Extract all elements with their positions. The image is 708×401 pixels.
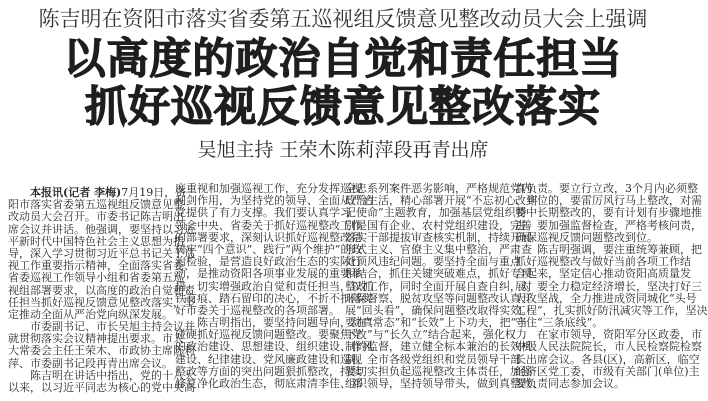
article-line: 陈吉明在讲话中指出，党的十八大 [8, 368, 195, 382]
article-line: 相结合，抓住关键突破难点，抓好专项 [345, 267, 532, 281]
article-line: 在家市领导，资阳军分区政委，市 [515, 328, 702, 342]
article-line: 真负责。要立行立改，3个月内必须整 [515, 182, 698, 195]
article-line: 的部署要求，深刻认识抓好巡视整改是 [175, 230, 362, 244]
article-column-3 [345, 182, 543, 390]
article-line: 任担当抓好巡视反馈意见整改落实，坚 [8, 295, 195, 309]
article-line: 进。要加强监督检查，严格考核问责， [515, 218, 702, 232]
article-line: 建设、纪律建设、党风廉政建设和巡视 [175, 352, 362, 366]
article-line: 全忠系列案件恶劣影响，严格规范党内 [345, 182, 532, 195]
article-line: 席会议并讲话。他强调，要坚持以习近 [8, 222, 195, 236]
article-line: 修复净化政治生态，彻底肃清李佳、邓 [175, 377, 362, 390]
article-line: 守住“三条底线”。 [515, 316, 604, 330]
article-line: 铁有痕、踏石留印的决心，不折不扣落实 [175, 291, 373, 305]
article-line: 党提供了有力支撑。我们要认真学习 [175, 206, 351, 220]
article-column-4 [515, 182, 708, 390]
article-line: 平新时代中国特色社会主义思想为指 [8, 234, 184, 248]
article-line: 记使命”主题教育，加强基层党组织特 [345, 206, 527, 220]
article-line: 陈吉明指出，要坚持问题导向，动真 [175, 316, 373, 330]
article-line: 定推动全面从严治党向纵深发展。 [8, 307, 173, 321]
article-line: 展。要全力稳定经济增长，坚决打好三 [515, 279, 702, 293]
article-line: 下改”与“长久立”结合起来，强化权力 [345, 328, 527, 342]
article-line: 要在“常态”和“长效”上下功夫，把“当 [345, 316, 528, 330]
article-line: 视工作重要指示精神，全面落实省委、 [8, 259, 195, 273]
article-line: 利剑作用，为坚持党的领导、全面从严治 [175, 194, 373, 208]
article-line: 处顶风违纪问题。要坚持全面与重点 [345, 255, 521, 269]
article-line: 阳市落实省委第五巡视组反馈意见整 [8, 198, 184, 212]
article-line: 措，切实增强政治自觉和责任担当，以抓 [175, 279, 373, 293]
article-line: 经济区党工委，市级有关部门(单位)主 [515, 364, 700, 378]
article-line: 制。全市各级党组织和党员领导干部 [345, 352, 521, 366]
byline: 本报讯(记者 李梅) [30, 186, 122, 199]
article-line: 省委巡视工作领导小组和省委第五巡 [8, 271, 184, 285]
article-line: 政治生活，精心部署开展“不忘初心、牢 [345, 194, 538, 208]
article-line: 动，是推动资阳各项事业发展的重要举 [175, 267, 362, 281]
article-line: 树牢“四个意识”、践行“两个维护”的政 [175, 242, 363, 256]
article-line: 改到位的，要雷厉风行马上整改，对需 [515, 194, 702, 208]
article-line: 工程”，扎实抓好防汛减灾等工作，坚决 [515, 303, 708, 317]
kicker-headline: 陈吉明在资阳市落实省委第五巡视组反馈意见整改动员大会上强调 [38, 7, 648, 31]
article-column-2 [175, 182, 373, 390]
article-line: 整改工作，同时全面开展自查自纠，对 [345, 279, 532, 293]
article-line: 抓好巡视整改与做好当前各项工作结 [515, 255, 691, 269]
article-line: 要中长期整改的，要有计划有步骤地推 [515, 206, 702, 220]
article-line: 大攻坚战，全力推进成资同城化“头号 [515, 291, 697, 305]
article-line: 治检验，是营造良好政治生态的实际行 [175, 255, 362, 269]
article-column-1 [8, 186, 195, 394]
article-line: 的政治建设、思想建设、组织建设、作风 [175, 340, 373, 354]
article-line: 改动员大会召开。市委书记陈吉明出 [8, 210, 184, 224]
article-line: 市委副书记、市长吴旭主持会议并 [8, 320, 195, 334]
article-line: 中级人民法院院长，市人民检察院检察 [515, 340, 702, 354]
article-line: 展“回头看”，确保问题整改取得实效。 [345, 303, 533, 317]
article-line: 就贯彻落实会议精神提出要求。市人 [8, 332, 184, 346]
main-headline-line-1: 以高度的政治自觉和责任担当 [63, 34, 623, 83]
article-line: 导，深入学习贯彻习近平总书记关于巡 [8, 246, 195, 260]
article-line-text: 7月19日，资 [121, 186, 187, 199]
article-line: 落实干部提拔审查核实机制，持续开展 [345, 230, 532, 244]
article-line: 碰硬抓好巡视反馈问题整改。要聚焦党 [175, 328, 362, 342]
article-line: 形式主义、官僚主义集中整治，严肃查 [345, 242, 532, 256]
article-line: 要负责同志参加会议。 [515, 377, 625, 390]
article-line: 视组部署要求，以高度的政治自觉和责 [8, 283, 195, 297]
article-line: 组织领导，坚持领导带头，做到真整改、 [345, 377, 543, 390]
main-headline-line-2: 抓好巡视反馈意见整改落实 [84, 82, 601, 131]
article-line: 别是国有企业、农村党组织建设，完善 [345, 218, 532, 232]
article-line: 大常委会主任王荣木、市政协主席陈莉 [8, 344, 195, 358]
article-line: 确保巡视反馈问题整改到位。 [515, 230, 658, 244]
article-line: 整改等方面的突出问题狠抓整改，持续 [175, 364, 362, 378]
subheadline: 吴旭主持 王荣木陈莉萍段再青出席 [197, 139, 489, 161]
article-line: 陈吉明强调，要注重统筹兼顾，把 [515, 242, 702, 256]
article-line: 环保督察、脱贫攻坚等问题整改认真开 [345, 291, 532, 305]
article-line: 领会中央、省委关于抓好巡视整改工作 [175, 218, 362, 232]
article-line: 合起来，坚定信心推动资阳高质量发 [515, 267, 691, 281]
article-line: 萍、市委副书记段再青出席会议。 [8, 356, 173, 370]
article-line: 制约监督，建立健全标本兼治的长效机 [345, 340, 532, 354]
article-line: 要切实担负起巡视整改主体责任，加强 [345, 364, 532, 378]
article-line: 度重视和加强巡视工作，充分发挥巡视 [175, 182, 362, 195]
article-line: 长出席会议。各县(区)，高新区，临空 [515, 352, 700, 366]
article-line: 好市委关于巡视整改的各项部署。 [175, 303, 340, 317]
article-line: 以来，以习近平同志为核心的党中央高 [8, 381, 195, 394]
